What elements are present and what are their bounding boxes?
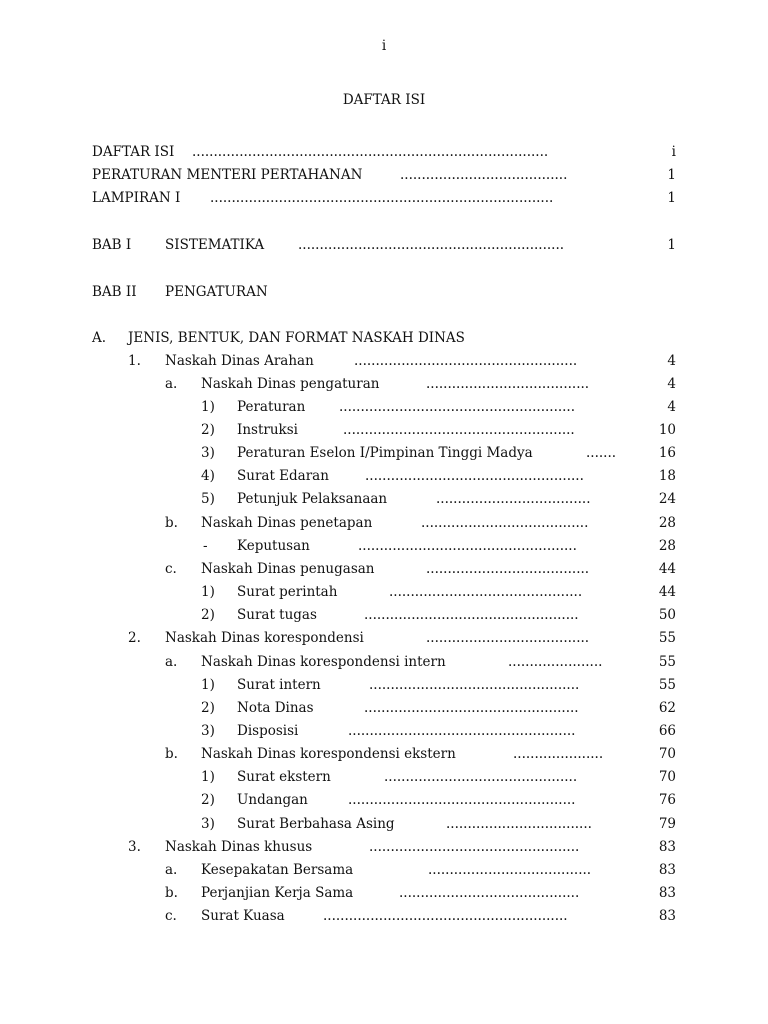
- toc-page-number: 76: [658, 792, 676, 808]
- toc-entry: [0, 421, 768, 439]
- toc-entry-label: Surat intern: [237, 677, 321, 693]
- toc-entry: [0, 791, 768, 809]
- toc-page-number: 79: [658, 816, 676, 832]
- toc-leader-dots: .............................................: [389, 584, 583, 600]
- toc-page-number: 83: [658, 908, 676, 924]
- toc-leader-dots: ..........................................: [399, 885, 580, 901]
- toc-entry-number: 1): [201, 399, 215, 415]
- page-number: i: [381, 38, 387, 54]
- toc-entry-number: -: [203, 538, 208, 554]
- toc-entry-label: PERATURAN MENTERI PERTAHANAN: [92, 167, 363, 183]
- toc-entry-label: Surat tugas: [237, 607, 317, 623]
- toc-entry: [0, 861, 768, 879]
- toc-entry-number: 2): [201, 607, 215, 623]
- toc-entry-number: 3): [201, 445, 215, 461]
- toc-entry-label: Naskah Dinas khusus: [165, 839, 313, 855]
- toc-entry-number: 2): [201, 700, 215, 716]
- toc-entry-label: Naskah Dinas Arahan: [165, 353, 314, 369]
- toc-page-number: 24: [658, 491, 676, 507]
- toc-entry: [0, 467, 768, 485]
- toc-page-number: 1: [667, 237, 676, 253]
- toc-entry: [0, 699, 768, 717]
- toc-entry-label: Undangan: [237, 792, 308, 808]
- toc-entry-number: BAB I: [92, 237, 132, 253]
- toc-entry-label: Surat Edaran: [237, 468, 329, 484]
- toc-page-number: 83: [658, 839, 676, 855]
- toc-entry-peraturan-menteri: [0, 166, 768, 184]
- toc-page-number: 83: [658, 885, 676, 901]
- toc-entry-number: b.: [165, 515, 178, 531]
- toc-entry-label: Naskah Dinas penugasan: [201, 561, 375, 577]
- toc-entry: [0, 722, 768, 740]
- toc-page-number: 16: [658, 445, 676, 461]
- toc-entry-label: Surat ekstern: [237, 769, 331, 785]
- toc-entry: [0, 653, 768, 671]
- toc-page-number: 28: [658, 538, 676, 554]
- toc-page-number: 10: [658, 422, 676, 438]
- toc-entry: [0, 514, 768, 532]
- toc-entry: [0, 490, 768, 508]
- toc-page-number: 44: [658, 561, 676, 577]
- toc-page-number: 4: [667, 353, 676, 369]
- toc-entry-lampiran-i: [0, 189, 768, 207]
- toc-page-number: 83: [658, 862, 676, 878]
- toc-entry-number: 3.: [128, 839, 141, 855]
- toc-page-number: 1: [667, 190, 676, 206]
- toc-entry-number: 2): [201, 422, 215, 438]
- toc-leader-dots: .................................................: [369, 839, 580, 855]
- toc-entry-number: 1): [201, 584, 215, 600]
- toc-entry-number: a.: [165, 654, 178, 670]
- toc-entry-label: Instruksi: [237, 422, 298, 438]
- toc-entry-number: b.: [165, 746, 178, 762]
- toc-page-number: 44: [658, 584, 676, 600]
- toc-entry-bab-i: [0, 236, 768, 254]
- toc-leader-dots: ..............................................................: [298, 237, 565, 253]
- toc-entry-label: LAMPIRAN I: [92, 190, 181, 206]
- toc-leader-dots: .....................................................: [348, 723, 576, 739]
- toc-entry: [0, 745, 768, 763]
- toc-leader-dots: .............................................: [384, 769, 578, 785]
- toc-page-number: 28: [658, 515, 676, 531]
- toc-page-number: i: [671, 144, 676, 160]
- toc-entry-label: Naskah Dinas penetapan: [201, 515, 373, 531]
- toc-entry: [0, 398, 768, 416]
- page-title: DAFTAR ISI: [342, 92, 426, 108]
- toc-entry: [0, 583, 768, 601]
- toc-entry-label: Kesepakatan Bersama: [201, 862, 354, 878]
- toc-leader-dots: ..................................................: [364, 607, 579, 623]
- toc-entry-label: Peraturan Eselon I/Pimpinan Tinggi Madya: [237, 445, 533, 461]
- toc-entry-number: 4): [201, 468, 215, 484]
- toc-entry: [0, 375, 768, 393]
- toc-entry-number: 1): [201, 769, 215, 785]
- toc-entry: [0, 560, 768, 578]
- toc-entry: [0, 768, 768, 786]
- toc-entry-label: Disposisi: [237, 723, 299, 739]
- toc-leader-dots: ..................................: [446, 816, 592, 832]
- toc-entry-section-a: [0, 329, 768, 347]
- toc-entry-label: Naskah Dinas pengaturan: [201, 376, 380, 392]
- toc-entry: [0, 676, 768, 694]
- toc-leader-dots: ......................................................: [343, 422, 575, 438]
- toc-entry-number: a.: [165, 376, 178, 392]
- toc-entry: [0, 606, 768, 624]
- toc-entry-number: b.: [165, 885, 178, 901]
- toc-entry-label: SISTEMATIKA: [165, 237, 265, 253]
- toc-entry-label: Keputusan: [237, 538, 310, 554]
- toc-page-number: 55: [658, 630, 676, 646]
- toc-entry-number: 3): [201, 816, 215, 832]
- toc-leader-dots: ......................................: [426, 376, 590, 392]
- toc-entry-label: Peraturan: [237, 399, 306, 415]
- toc-entry: [0, 907, 768, 925]
- toc-leader-dots: ......................................: [426, 630, 590, 646]
- toc-entry-number: 3): [201, 723, 215, 739]
- toc-entry: [0, 629, 768, 647]
- toc-leader-dots: ...................................................................................: [192, 144, 549, 160]
- toc-page-number: 55: [658, 654, 676, 670]
- toc-leader-dots: ................................................................................: [210, 190, 554, 206]
- toc-leader-dots: ....................................: [436, 491, 591, 507]
- toc-entry: [0, 444, 768, 462]
- toc-leader-dots: .................................................: [369, 677, 580, 693]
- toc-entry-number: a.: [165, 862, 178, 878]
- toc-entry: [0, 352, 768, 370]
- toc-leader-dots: .......: [586, 445, 617, 461]
- toc-page-number: 18: [658, 468, 676, 484]
- toc-entry-number: 5): [201, 491, 215, 507]
- toc-entry-number: 2.: [128, 630, 141, 646]
- toc-entry-label: PENGATURAN: [165, 284, 268, 300]
- toc-entry: [0, 815, 768, 833]
- toc-leader-dots: .....................: [513, 746, 604, 762]
- toc-entry-number: BAB II: [92, 284, 137, 300]
- toc-entry: [0, 838, 768, 856]
- toc-page-number: 4: [667, 376, 676, 392]
- toc-entry-number: c.: [165, 561, 177, 577]
- toc-page-number: 55: [658, 677, 676, 693]
- toc-page-number: 62: [658, 700, 676, 716]
- toc-leader-dots: ..................................................: [364, 700, 579, 716]
- toc-entry-bab-ii: [0, 283, 768, 301]
- toc-entry-label: Surat Berbahasa Asing: [237, 816, 395, 832]
- toc-leader-dots: ...................................................: [365, 468, 584, 484]
- toc-page-number: 70: [658, 769, 676, 785]
- toc-leader-dots: .....................................................: [348, 792, 576, 808]
- toc-entry-label: Petunjuk Pelaksanaan: [237, 491, 388, 507]
- toc-page-number: 1: [667, 167, 676, 183]
- toc-entry-number: 1): [201, 677, 215, 693]
- toc-entry: [0, 884, 768, 902]
- toc-leader-dots: .......................................................: [339, 399, 576, 415]
- toc-entry-daftar-isi: [0, 143, 768, 161]
- toc-entry-label: Naskah Dinas korespondensi ekstern: [201, 746, 456, 762]
- toc-leader-dots: ...................................................: [358, 538, 577, 554]
- toc-entry-label: Surat Kuasa: [201, 908, 285, 924]
- toc-entry-label: DAFTAR ISI: [92, 144, 175, 160]
- toc-entry-label: Naskah Dinas korespondensi: [165, 630, 364, 646]
- toc-entry-label: Naskah Dinas korespondensi intern: [201, 654, 446, 670]
- toc-leader-dots: ......................: [508, 654, 603, 670]
- toc-entry: [0, 537, 768, 555]
- toc-entry-number: 2): [201, 792, 215, 808]
- toc-page-number: 50: [658, 607, 676, 623]
- toc-entry-label: Perjanjian Kerja Sama: [201, 885, 354, 901]
- toc-entry-label: JENIS, BENTUK, DAN FORMAT NASKAH DINAS: [128, 330, 465, 346]
- toc-leader-dots: .........................................................: [323, 908, 568, 924]
- toc-page-number: 66: [658, 723, 676, 739]
- toc-entry-number: c.: [165, 908, 177, 924]
- toc-leader-dots: .......................................: [400, 167, 568, 183]
- toc-entry-label: Nota Dinas: [237, 700, 314, 716]
- toc-leader-dots: ......................................: [428, 862, 592, 878]
- toc-leader-dots: ....................................................: [354, 353, 578, 369]
- toc-entry-label: Surat perintah: [237, 584, 338, 600]
- toc-entry-number: A.: [92, 330, 107, 346]
- toc-leader-dots: .......................................: [421, 515, 589, 531]
- toc-page-number: 4: [667, 399, 676, 415]
- toc-page-number: 70: [658, 746, 676, 762]
- toc-entry-number: 1.: [128, 353, 141, 369]
- toc-leader-dots: ......................................: [426, 561, 590, 577]
